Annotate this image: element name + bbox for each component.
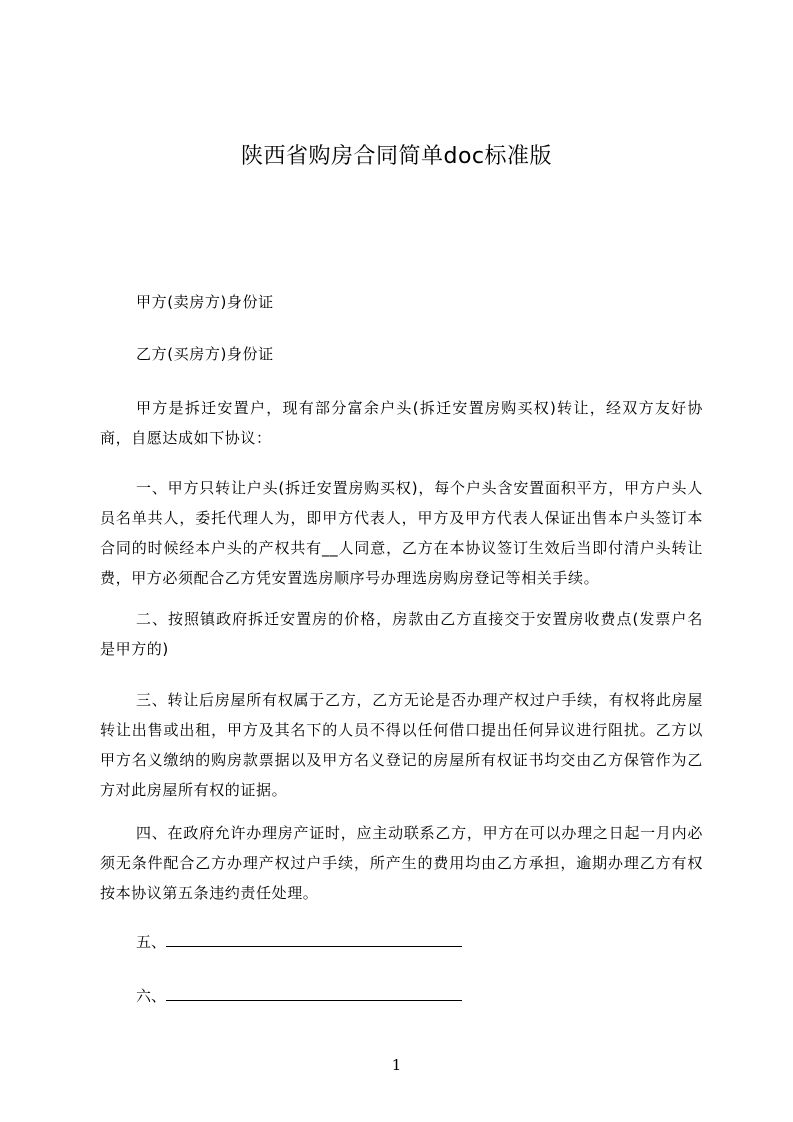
page-number: 1	[391, 1056, 402, 1074]
clause-5-line	[136, 927, 462, 957]
party-b-line: 乙方(买房方)身份证	[136, 345, 274, 363]
clause-6-label: 六、	[136, 987, 167, 1005]
clause-4-paragraph: 四、在政府允许办理房产证时，应主动联系乙方，甲方在可以办理之日起一月内必须无条件配合乙方办理产权过户手续，所产生的费用均由乙方承担，逾期办理乙方有权按本协议第五条违约责任处理。	[100, 824, 703, 902]
clause-2-paragraph: 二、按照镇政府拆迁安置房的价格，房款由乙方直接交于安置房收费点(发票户名是甲方的)	[100, 610, 703, 658]
clause-6-line	[136, 981, 462, 1011]
party-a-line: 甲方(卖房方)身份证	[136, 293, 274, 311]
document-title: 陕西省购房合同简单doc标准版	[240, 144, 553, 169]
clause-5-label: 五、	[136, 933, 167, 951]
clause-3-paragraph: 三、转让后房屋所有权属于乙方，乙方无论是否办理产权过户手续，有权将此房屋转让出售或出租，甲方及其名下的人员不得以任何借口提出任何异议进行阻扰。乙方以甲方名义缴纳的购房款票据以及甲方名义登记的房屋所有权证书均交由乙方保管作为乙方对此房屋所有权的证据。	[100, 691, 703, 799]
clause-5-blank	[166, 928, 462, 947]
clause-1-paragraph: 一、甲方只转让户头(拆迁安置房购买权)，每个户头含安置面积平方，甲方户头人员名单共人，委托代理人为，即甲方代表人，甲方及甲方代表人保证出售本户头签订本合同的时候经本户头的产权共有__人同意，乙方在本协议签订生效后当即付清户头转让费，甲方必须配合乙方凭安置选房顺序号办理选房购房登记等相关手续。	[100, 479, 703, 587]
clause-6-blank	[166, 982, 462, 1001]
intro-paragraph: 甲方是拆迁安置户，现有部分富余户头(拆迁安置房购买权)转让，经双方友好协商，自愿达成如下协议：	[100, 399, 703, 447]
